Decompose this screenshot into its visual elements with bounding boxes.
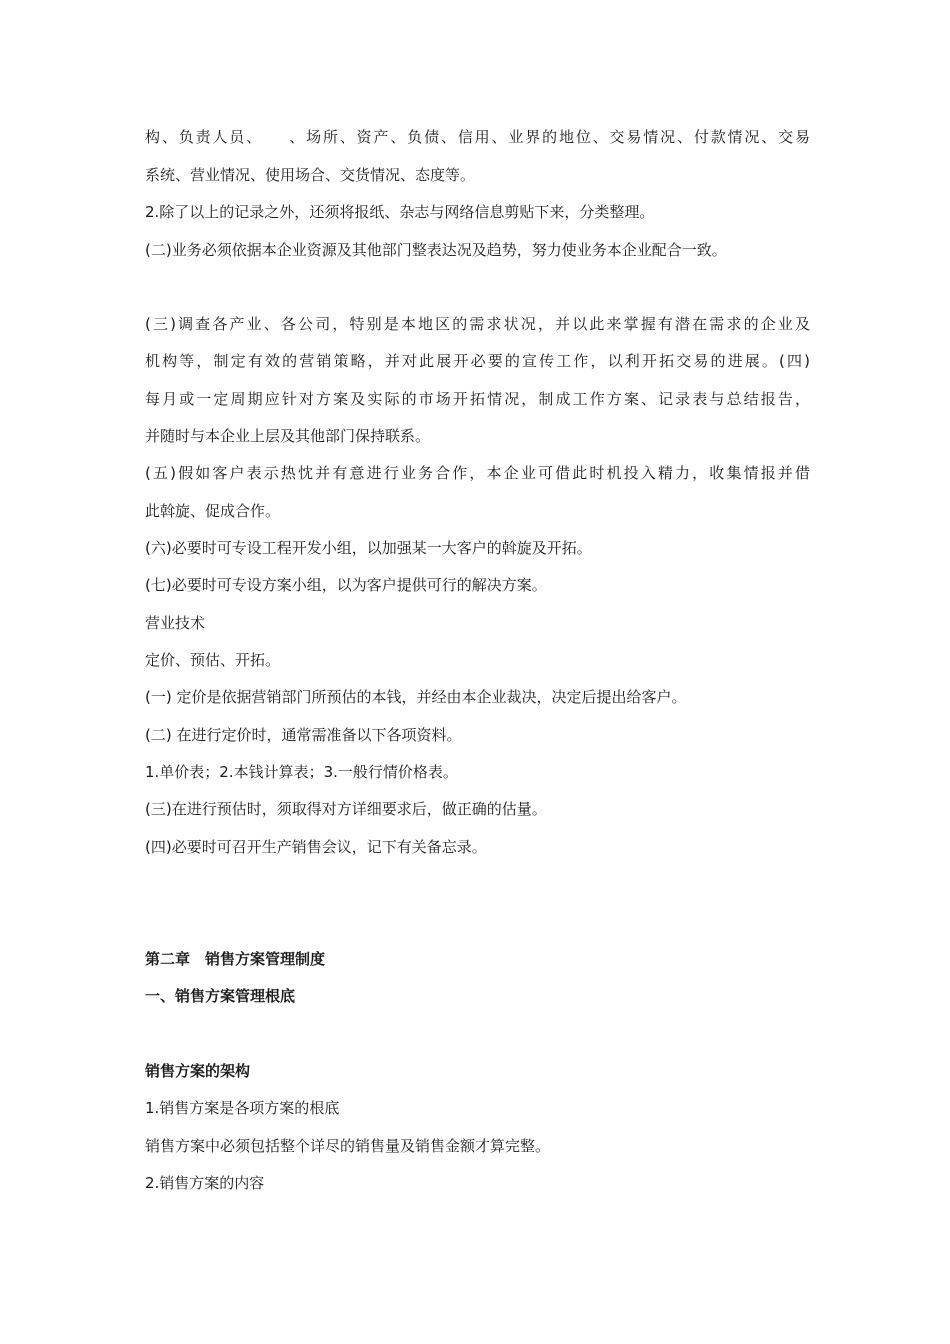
paragraph-line: (一) 定价是依据营销部门所预估的本钱，并经由本企业裁决，决定后提出给客户。 <box>145 688 687 706</box>
paragraph-line: 构、负责人员、 、场所、资产、负债、信用、业界的地位、交易情况、付款情况、交易 <box>145 128 810 146</box>
paragraph-line: (二)业务必须依据本企业资源及其他部门整表达况及趋势，努力使业务本企业配合一致。 <box>145 241 727 259</box>
paragraph-line: (五)假如客户表示热忱并有意进行业务合作，本企业可借此时机投入精力，收集情报并借 <box>145 464 810 482</box>
paragraph-line: 每月或一定周期应针对方案及实际的市场开拓情况，制成工作方案、记录表与总结报告， <box>145 390 810 408</box>
chapter-title: 第二章 销售方案管理制度 <box>145 950 326 968</box>
paragraph-line: (六)必要时可专设工程开发小组，以加强某一大客户的斡旋及开拓。 <box>145 539 592 557</box>
paragraph-line: 定价、预估、开拓。 <box>145 651 281 669</box>
paragraph-line: (二) 在进行定价时，通常需准备以下各项资料。 <box>145 726 462 744</box>
paragraph-line: (三)在进行预估时，须取得对方详细要求后，做正确的估量。 <box>145 800 547 818</box>
paragraph-line: (三)调查各产业、各公司，特别是本地区的需求状况，并以此来掌握有潜在需求的企业及 <box>145 315 810 333</box>
paragraph-line: 系统、营业情况、使用场合、交货情况、态度等。 <box>145 166 476 184</box>
paragraph-line: 1.单价表；2.本钱计算表；3.一般行情价格表。 <box>145 763 458 781</box>
paragraph-line: 机构等，制定有效的营销策略，并对此展开必要的宣传工作，以利开拓交易的进展。(四) <box>145 352 810 370</box>
paragraph-line: (七)必要时可专设方案小组，以为客户提供可行的解决方案。 <box>145 576 547 594</box>
paragraph-line: (四)必要时可召开生产销售会议，记下有关备忘录。 <box>145 838 487 856</box>
paragraph-line: 并随时与本企业上层及其他部门保持联系。 <box>145 427 431 445</box>
paragraph-line: 此斡旋、促成合作。 <box>145 502 281 520</box>
paragraph-line: 2.销售方案的内容 <box>145 1174 265 1192</box>
paragraph-line: 销售方案中必须包括整个详尽的销售量及销售金额才算完整。 <box>145 1137 551 1155</box>
subsection-title: 销售方案的架构 <box>145 1062 251 1080</box>
section-heading: 营业技术 <box>145 614 206 632</box>
paragraph-line: 2.除了以上的记录之外，还须将报纸、杂志与网络信息剪贴下来，分类整理。 <box>145 203 655 221</box>
paragraph-line: 1.销售方案是各项方案的根底 <box>145 1099 340 1117</box>
section-title: 一、销售方案管理根底 <box>145 987 296 1005</box>
